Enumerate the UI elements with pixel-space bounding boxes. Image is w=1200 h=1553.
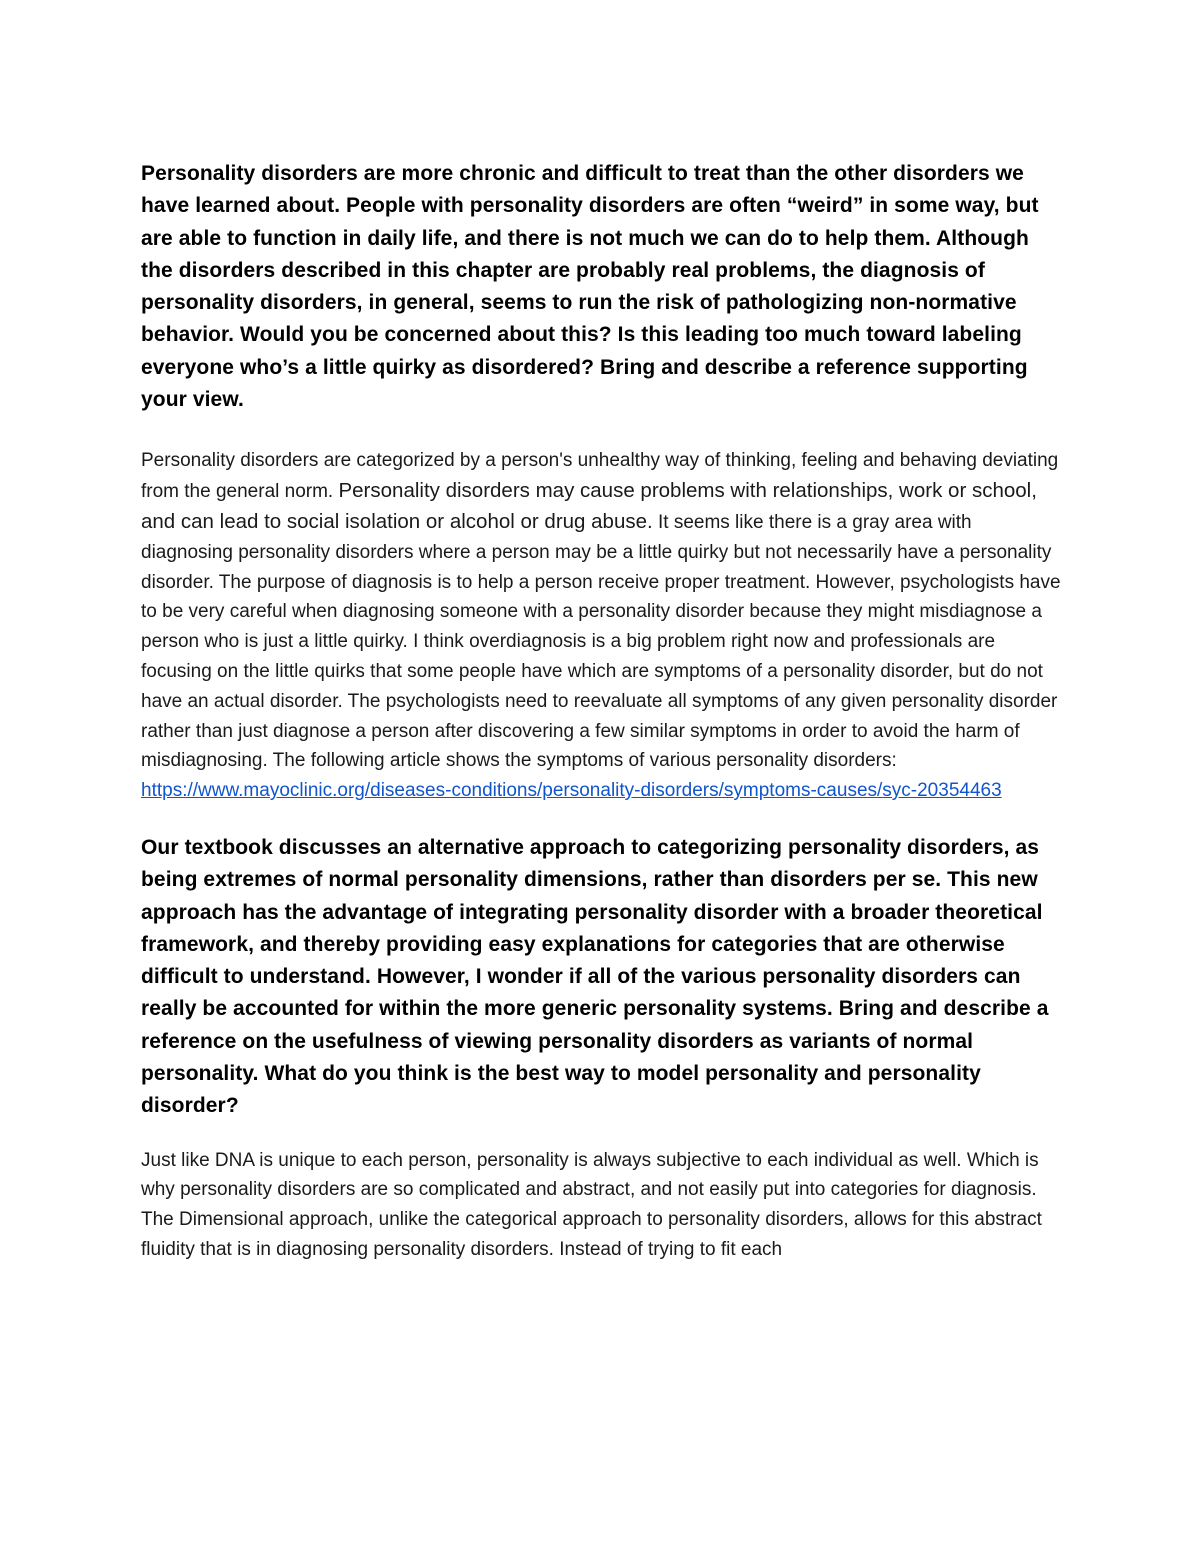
answer-2-paragraph-2: The Dimensional approach, unlike the categorical approach to personality disorders, allows for this abstract fluidity that is in diagnosing personality disorders. Instead of trying to fit each bbox=[141, 1209, 1042, 1260]
answer-1-text-b: Personality disorders may cause problems with relationships, work or school, and can lead to social isolation or alcohol or drug abuse. bbox=[141, 479, 1037, 533]
answer-1-text-a: Personality disorders are categorized by a person's unhealthy way of thinking, feeling and behaving deviating from the general norm. bbox=[141, 450, 1059, 503]
spacer bbox=[141, 806, 1066, 832]
answer-2-paragraph-1: Just like DNA is unique to each person, personality is always subjective to each individual as well. Which is why personality disorders are so complicated and abstract, and not easily put into categories for diagnosis. bbox=[141, 1149, 1039, 1201]
document-body bbox=[141, 158, 1066, 1265]
question-2: Our textbook discusses an alternative approach to categorizing personality disorders, as being extremes of normal personality dimensions, rather than disorders per se. This new approach has the advantage of integrating personality disorder with a broader theoretical framework, and thereby providing easy explanations for categories that are otherwise difficult to understand. However, I wonder if all of the various personality disorders can really be accounted for within the more generic personality systems. Bring and describe a reference on the usefulness of viewing personality disorders as variants of normal personality. What do you think is the best way to model personality and personality disorder? bbox=[141, 835, 1049, 1118]
reference-link[interactable]: https://www.mayoclinic.org/diseases-conditions/personality-disorders/symptoms-causes/syc-20354463 bbox=[141, 780, 1002, 802]
question-1: Personality disorders are more chronic and difficult to treat than the other disorders we have learned about. People with personality disorders are often “weird” in some way, but are able to function in daily life, and there is not much we can do to help them. Although the disorders described in this chapter are probably real problems, the diagnosis of personality disorders, in general, seems to run the risk of pathologizing non-normative behavior. Would you be concerned about this? Is this leading too much toward labeling everyone who’s a little quirky as disordered? Bring and describe a reference supporting your view. bbox=[141, 162, 1039, 412]
spacer bbox=[141, 1123, 1066, 1146]
answer-1-text-c: It seems like there is a gray area with diagnosing personality disorders where a person may be a little quirky but not necessarily have a personality disorder. The purpose of diagnosis is to help a person receive proper treatment. However, psychologists have to be very careful when diagnosing someone with a personality disorder because they might misdiagnose a person who is just a little quirky. I think overdiagnosis is a big problem right now and professionals are focusing on the little quirks that some people have which are symptoms of a personality disorder, but do not have an actual disorder. The psychologists need to reevaluate all symptoms of any given personality disorder rather than just diagnose a person after discovering a few similar symptoms in order to avoid the harm of misdiagnosing. The following article shows the symptoms of various personality disorders: bbox=[141, 511, 1061, 772]
answer-1 bbox=[141, 446, 1066, 806]
spacer bbox=[141, 416, 1066, 446]
